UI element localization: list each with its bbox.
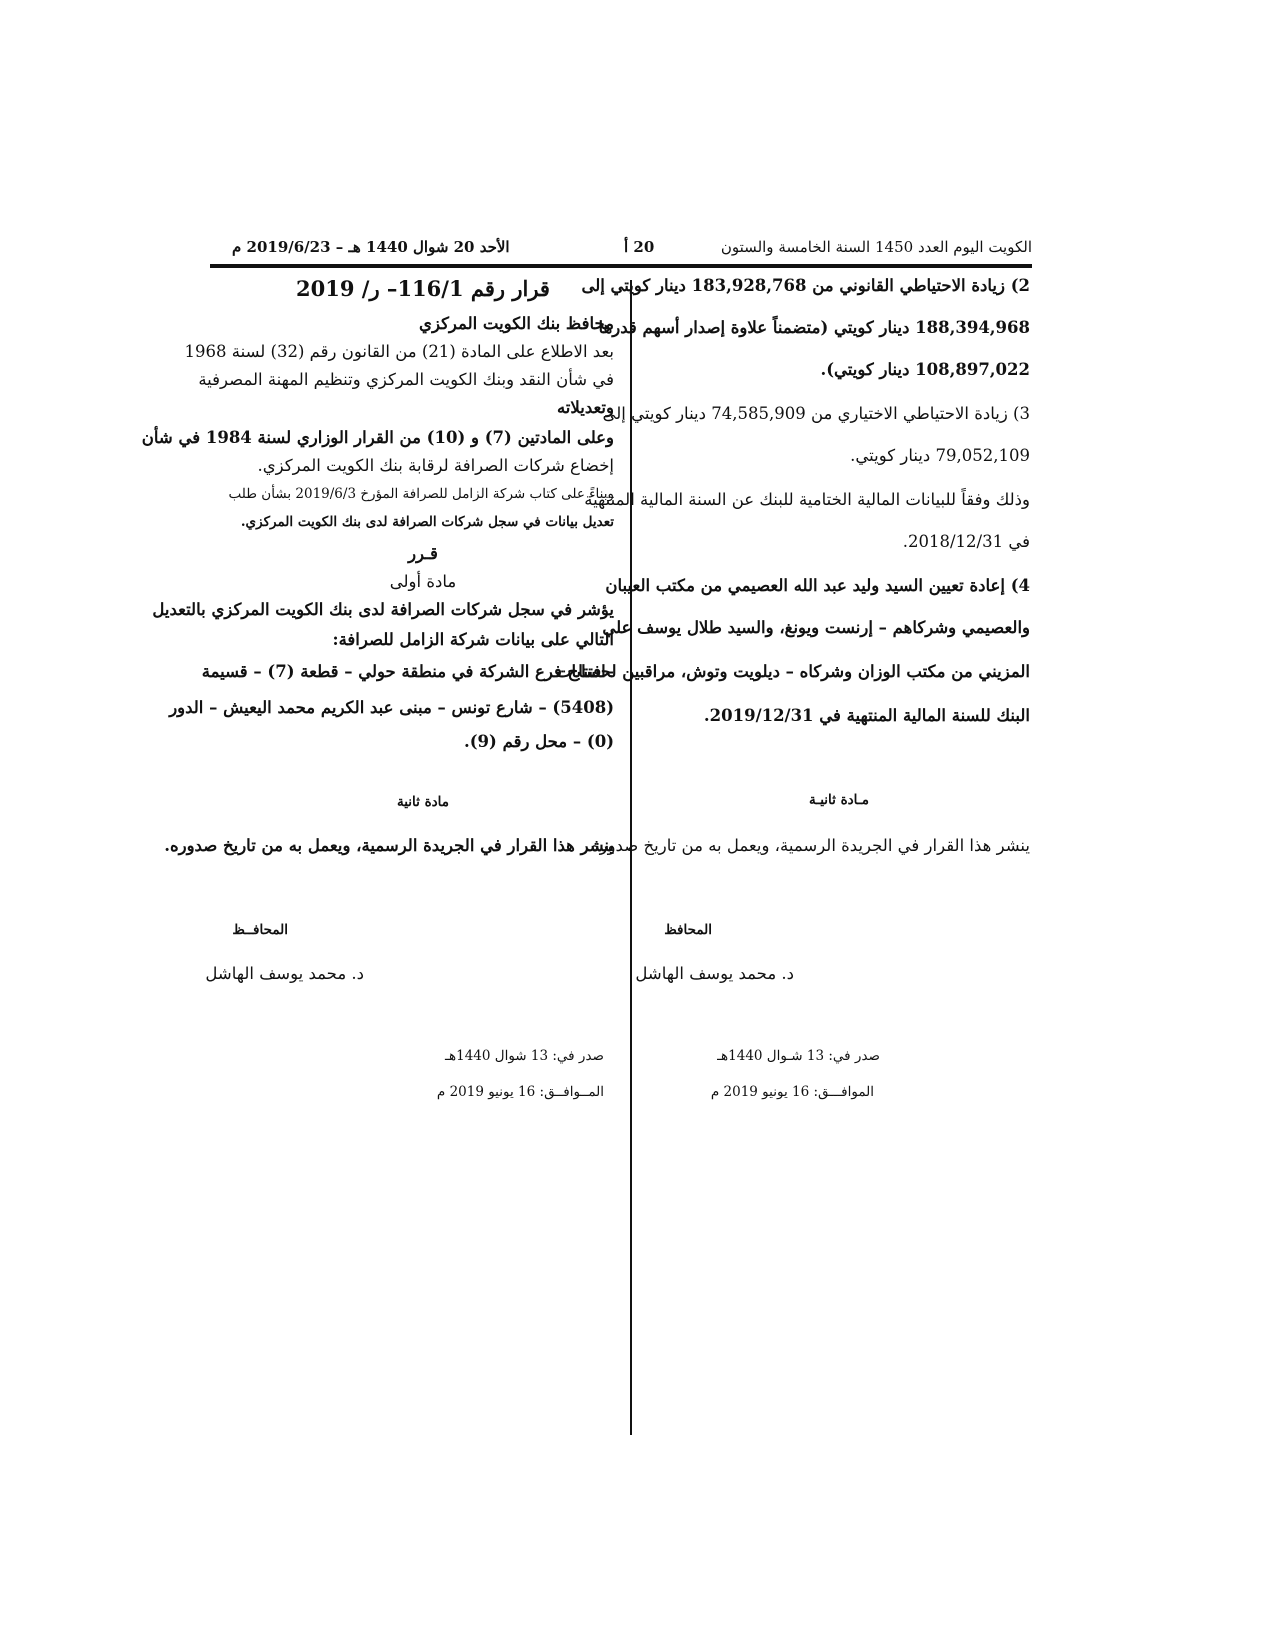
item4-line4: البنك للسنة المالية المنتهية في 2019/12/31. [703, 706, 1030, 725]
article1-line1: يؤشر في سجل شركات الصرافة لدى بنك الكويت المركزي بالتعديل [152, 600, 614, 619]
basis-line1: وذلك وفقاً للبيانات المالية الختامية للبنك عن السنة المالية المنتهية [584, 490, 1030, 509]
article2-heading-right: مـادة ثانيـة [809, 792, 869, 808]
article2-text-left: ينشر هذا القرار في الجريدة الرسمية، ويعمل به من تاريخ صدوره. [164, 836, 614, 855]
issued-gregorian-right: الموافـــق: 16 يونيو 2019 م [710, 1084, 874, 1100]
preamble1-line1: بعد الاطلاع على المادة (21) من القانون رقم (32) لسنة 1968 [184, 342, 614, 361]
issued-hijri-left: صدر في: 13 شوال 1440هـ [445, 1048, 604, 1064]
page-header [232, 238, 1032, 262]
preamble1-line3: وتعديلاته [556, 398, 614, 417]
item4-line1: 4) إعادة تعيين السيد وليد عبد الله العصيمي من مكتب العيبان [605, 576, 1030, 595]
publication-issue: الكويت اليوم العدد 1450 السنة الخامسة والستون [720, 238, 1032, 256]
signatory-title-left: المحافــظ [232, 922, 288, 938]
column-divider [630, 280, 632, 1435]
signatory-title-right: المحافظ [664, 922, 712, 938]
issuer: محافظ بنك الكويت المركزي [419, 314, 614, 333]
issued-gregorian-left: المــوافــق: 16 يونيو 2019 م [436, 1084, 604, 1100]
item2-line2: 188,394,968 دينار كويتي (متضمناً علاوة إصدار أسهم قدرها [598, 318, 1030, 337]
item3-line1: 3) زيادة الاحتياطي الاختياري من 74,585,909 دينار كويتي إلى [602, 404, 1030, 423]
preamble2-line1: وعلى المادتين (7) و (10) من القرار الوزاري لسنة 1984 في شأن [141, 428, 614, 447]
issue-date: الأحد 20 شوال 1440 هـ – 2019/6/23 م [232, 238, 510, 256]
page-number: 20 أ [624, 238, 655, 256]
basis-line2: في 2018/12/31. [902, 532, 1030, 551]
article1-line5: (0) – محل رقم (9). [463, 732, 614, 751]
decided-label: قـرر [408, 544, 438, 563]
article1-line3: –افتتاح فرع الشركة في منطقة حولي – قطعة (7) – قسيمة [201, 662, 614, 681]
item4-line2: والعصيمي وشركاهم – إرنست ويونغ، والسيد طلال يوسف علي [602, 618, 1030, 637]
issued-hijri-right: صدر في: 13 شـوال 1440هـ [717, 1048, 880, 1064]
signatory-name-left: د. محمد يوسف الهاشل [205, 964, 364, 983]
item2-line3: 108,897,022 دينار كويتي). [820, 360, 1030, 379]
article1-line2: التالي على بيانات شركة الزامل للصرافة: [332, 630, 614, 649]
decision-title: قرار رقم 116/1– ر/ 2019 [296, 276, 550, 301]
preamble1-line2: في شأن النقد وبنك الكويت المركزي وتنظيم المهنة المصرفية [198, 370, 614, 389]
item4-line3: المزيني من مكتب الوزان وشركاه – ديلويت وتوش، مراقبين لحسابات [555, 662, 1030, 681]
article1-heading: مادة أولى [389, 572, 457, 591]
header-rule [210, 264, 1032, 268]
preamble2-line2: إخضاع شركات الصرافة لرقابة بنك الكويت المركزي. [257, 456, 614, 475]
preamble3-line2: تعديل بيانات في سجل شركات الصرافة لدى بنك الكويت المركزي. [240, 514, 614, 530]
article1-line4: (5408) – شارع تونس – مبنى عبد الكريم محمد اليعيش – الدور [169, 698, 614, 717]
preamble3-line1: وبناءً على كتاب شركة الزامل للصرافة المؤرخ 2019/6/3 بشأن طلب [228, 486, 614, 502]
article2-text-right: ينشر هذا القرار في الجريدة الرسمية، ويعمل به من تاريخ صدوره. [585, 836, 1030, 855]
item3-line2: 79,052,109 دينار كويتي. [850, 446, 1030, 465]
item2-line1: 2) زيادة الاحتياطي القانوني من 183,928,768 دينار كويتي إلى [581, 276, 1030, 295]
article2-heading-left: مادة ثانية [396, 794, 450, 810]
signatory-name-right: د. محمد يوسف الهاشل [635, 964, 794, 983]
